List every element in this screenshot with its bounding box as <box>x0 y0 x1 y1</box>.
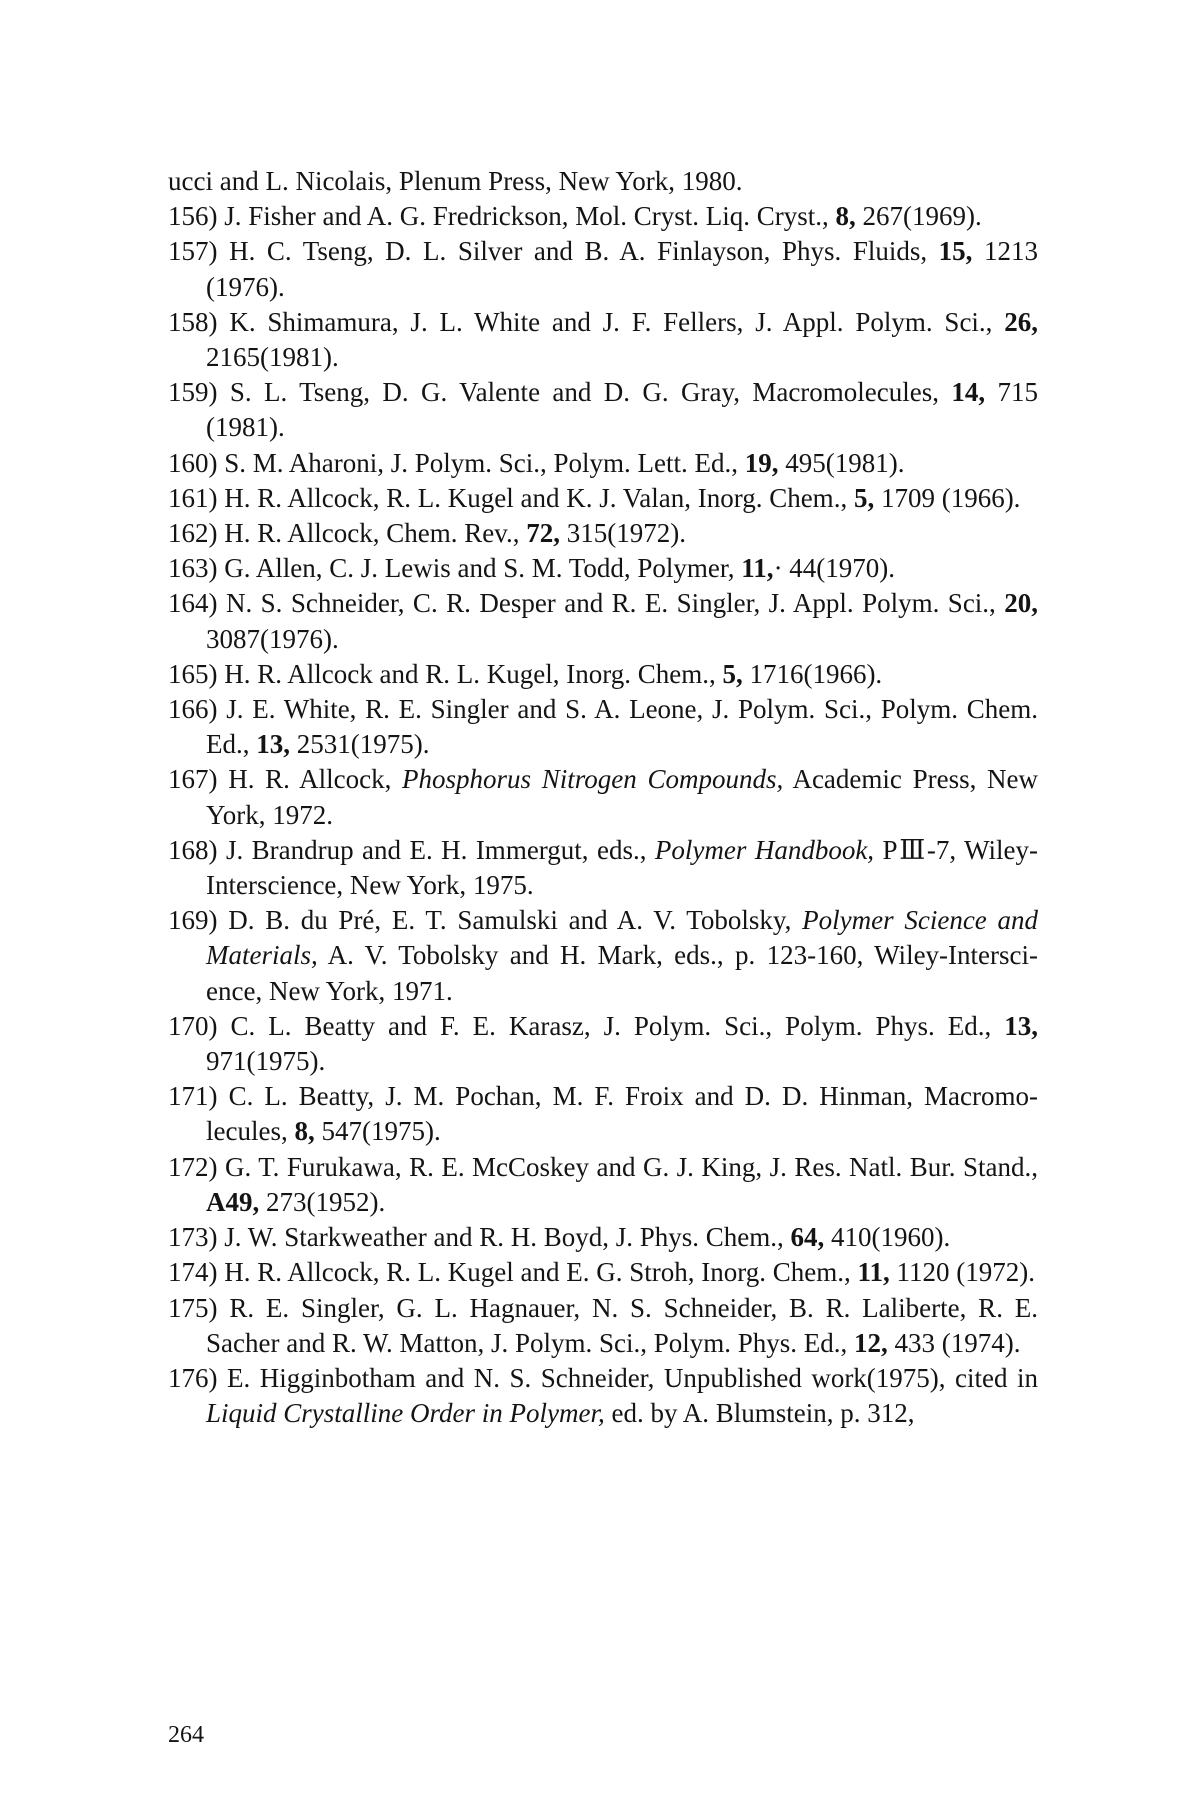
reference-text: H. R. Allcock, R. L. Kugel and E. G. Stroh, Inorg. Chem., <box>224 1257 858 1288</box>
reference-volume: 13, <box>256 729 290 760</box>
reference-entry <box>168 446 1038 481</box>
reference-text: 1213 (1976). <box>206 236 1038 302</box>
reference-entry <box>168 375 1038 445</box>
reference-text: J. E. White, R. E. Singler and S. A. Leone, J. Polym. Sci., Polym. Chem. Ed., <box>206 694 1038 760</box>
reference-number: 166) <box>168 694 218 725</box>
reference-number: 160) <box>168 447 218 478</box>
reference-entry <box>168 1150 1038 1220</box>
reference-text: ed. by A. Blumstein, p. 312, <box>604 1398 915 1429</box>
reference-text: S. L. Tseng, D. G. Valente and D. G. Gray, Macromolecules, <box>229 377 952 408</box>
reference-text: R. E. Singler, G. L. Hagnauer, N. S. Schneider, B. R. Laliberte, R. E. Sacher and R. W. Matton, J. Polym. Sci., Polym. Phys. Ed., <box>206 1292 1038 1358</box>
reference-number: 158) <box>168 306 218 337</box>
reference-entry <box>168 516 1038 551</box>
reference-entry <box>168 833 1038 903</box>
reference-number: 176) <box>168 1362 218 1393</box>
reference-volume: 13, <box>1004 1010 1038 1041</box>
reference-entry <box>168 903 1038 1009</box>
reference-text: C. L. Beatty, J. M. Pochan, M. F. Froix and D. D. Hinman, Macromo-lecules, <box>206 1081 1039 1147</box>
reference-number: 174) <box>168 1257 218 1288</box>
reference-volume: 8, <box>294 1116 315 1147</box>
reference-text: 433 (1974). <box>887 1327 1021 1358</box>
reference-volume: 64, <box>790 1222 825 1253</box>
reference-number: 167) <box>168 764 218 795</box>
reference-entry <box>168 1361 1038 1431</box>
reference-volume: 5, <box>722 658 743 689</box>
reference-number: 156) <box>168 201 218 232</box>
reference-number: 162) <box>168 518 218 549</box>
reference-text: 971(1975). <box>206 1046 326 1077</box>
reference-entry <box>168 1009 1038 1079</box>
reference-entry <box>168 234 1038 304</box>
reference-text: H. R. Allcock, <box>228 764 403 795</box>
reference-text: 2165(1981). <box>206 342 339 373</box>
reference-text: 3087(1976). <box>206 623 339 654</box>
reference-text: 410(1960). <box>824 1222 951 1253</box>
reference-volume: 11, <box>857 1257 890 1288</box>
reference-text: Academic Press, New York, 1972. <box>206 764 1039 830</box>
reference-volume: 20, <box>1004 588 1038 619</box>
reference-list <box>168 164 1038 1431</box>
reference-text: 273(1952). <box>259 1186 386 1217</box>
reference-text: 547(1975). <box>314 1116 441 1147</box>
reference-text: G. T. Furukawa, R. E. McCoskey and G. J. King, J. Res. Natl. Bur. Stand., <box>224 1151 1038 1182</box>
reference-text: PⅢ-7, Wiley-Interscience, New York, 1975. <box>206 834 1038 901</box>
reference-number: 168) <box>168 834 218 865</box>
reference-number: 164) <box>168 588 218 619</box>
reference-text: 315(1972). <box>559 518 686 549</box>
reference-volume: 26, <box>1004 306 1038 337</box>
reference-title: Polymer Handbook, <box>654 834 875 865</box>
reference-entry <box>168 481 1038 516</box>
reference-text: · 44(1970). <box>773 553 896 584</box>
reference-text: H. R. Allcock, R. L. Kugel and K. J. Valan, Inorg. Chem., <box>224 482 854 513</box>
reference-title: Liquid Crystalline Order in Polymer, <box>206 1398 605 1429</box>
reference-text: 1120 (1972). <box>889 1257 1035 1288</box>
reference-text: 1716(1966). <box>742 658 883 689</box>
reference-volume: 19, <box>744 447 779 478</box>
reference-number: 161) <box>168 482 218 513</box>
reference-volume: 5, <box>853 482 875 513</box>
reference-volume: A49, <box>206 1186 260 1217</box>
reference-text: 267(1969). <box>855 201 982 232</box>
reference-text: N. S. Schneider, C. R. Desper and R. E. Singler, J. Appl. Polym. Sci., <box>225 588 1005 619</box>
reference-text: 715 (1981). <box>206 377 1039 443</box>
reference-entry <box>168 199 1038 234</box>
reference-text: J. W. Starkweather and R. H. Boyd, J. Phys. Chem., <box>224 1222 791 1253</box>
reference-text: K. Shimamura, J. L. White and J. F. Fellers, J. Appl. Polym. Sci., <box>229 306 1005 337</box>
reference-text: H. C. Tseng, D. L. Silver and B. A. Finlayson, Phys. Fluids, <box>229 236 939 267</box>
page-number: 264 <box>168 1722 204 1748</box>
reference-number: 175) <box>168 1292 218 1323</box>
reference-entry <box>168 1220 1038 1255</box>
reference-text: 1709 (1966). <box>874 482 1021 513</box>
reference-entry <box>168 657 1038 692</box>
reference-number: 157) <box>168 236 218 267</box>
reference-continuation-line: ucci and L. Nicolais, Plenum Press, New York, 1980. <box>168 166 743 196</box>
reference-entry <box>168 1079 1038 1149</box>
reference-volume: 72, <box>526 518 560 549</box>
reference-number: 172) <box>168 1151 218 1182</box>
reference-text: C. L. Beatty and F. E. Karasz, J. Polym. Sci., Polym. Phys. Ed., <box>230 1010 1005 1041</box>
reference-text: H. R. Allcock, Chem. Rev., <box>224 518 527 549</box>
reference-entry <box>168 1255 1038 1290</box>
reference-text: E. Higginbotham and N. S. Schneider, Unpublished work(1975), cited in <box>227 1362 1039 1393</box>
reference-text: D. B. du Pré, E. T. Samulski and A. V. Tobolsky, <box>228 905 803 936</box>
reference-entry <box>168 551 1038 586</box>
reference-entry <box>168 305 1038 375</box>
reference-number: 170) <box>168 1010 218 1041</box>
reference-number: 165) <box>168 658 218 689</box>
reference-text: J. Brandrup and E. H. Immergut, eds., <box>225 834 655 865</box>
reference-text: J. Fisher and A. G. Fredrickson, Mol. Cryst. Liq. Cryst., <box>224 201 836 232</box>
reference-text: 495(1981). <box>778 447 905 478</box>
reference-title: Polymer Science and Materials, <box>206 905 1039 971</box>
reference-volume: 14, <box>951 377 986 408</box>
reference-text: H. R. Allcock and R. L. Kugel, Inorg. Chem., <box>224 658 723 689</box>
reference-entry <box>168 1291 1038 1361</box>
reference-entry <box>168 692 1038 762</box>
reference-volume: 8, <box>835 201 856 232</box>
reference-text: A. V. Tobolsky and H. Mark, eds., p. 123-160, Wiley-Intersci-ence, New York, 1971. <box>206 940 1038 1006</box>
reference-text: 2531(1975). <box>290 729 430 760</box>
reference-entry <box>168 586 1038 656</box>
reference-number: 169) <box>168 905 218 936</box>
reference-number: 171) <box>168 1081 218 1112</box>
reference-number: 159) <box>168 377 218 408</box>
reference-text: G. Allen, C. J. Lewis and S. M. Todd, Polymer, <box>224 553 742 584</box>
reference-volume: 12, <box>854 1327 888 1358</box>
reference-entry <box>168 762 1038 832</box>
reference-text: S. M. Aharoni, J. Polym. Sci., Polym. Lett. Ed., <box>224 447 745 478</box>
reference-number: 163) <box>168 553 218 584</box>
reference-title: Phosphorus Nitrogen Compounds, <box>402 764 784 795</box>
reference-number: 173) <box>168 1222 218 1253</box>
reference-volume: 11, <box>741 553 774 584</box>
reference-volume: 15, <box>938 236 973 267</box>
